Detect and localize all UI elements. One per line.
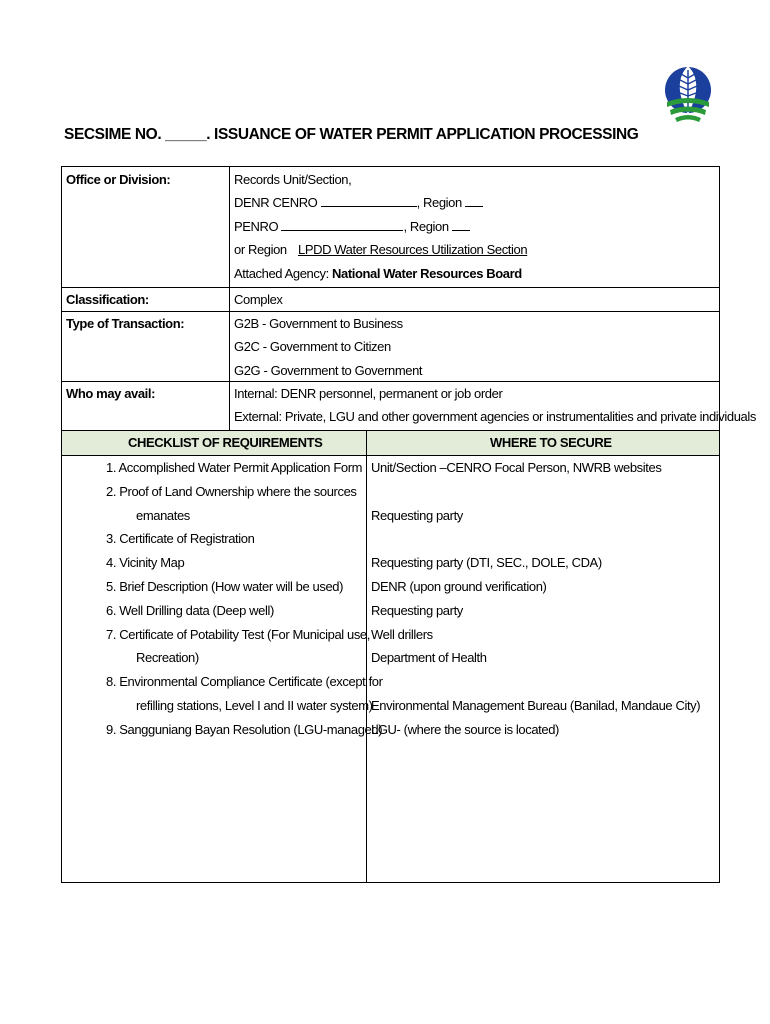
- requirement-item: 6. Well Drilling data (Deep well): [106, 602, 274, 618]
- requirements-list: [62, 456, 383, 742]
- checklist-header-divider: [366, 431, 367, 455]
- transaction-g2c: G2C - Government to Citizen: [234, 339, 391, 355]
- transaction-label: Type of Transaction:: [66, 316, 185, 331]
- requirement-item: 7. Certificate of Potability Test (For Municipal use,: [106, 626, 370, 642]
- office-penro-line: PENRO , Region: [234, 215, 533, 238]
- where-to-secure-heading: WHERE TO SECURE: [490, 435, 612, 450]
- office-line1: Records Unit/Section,: [234, 172, 352, 187]
- requirement-item-continuation: refilling stations, Level I and II water system): [136, 697, 373, 713]
- requirement-item: 3. Certificate of Registration: [106, 531, 255, 547]
- requirement-item-continuation: Recreation): [136, 650, 199, 666]
- classification-label: Classification:: [66, 292, 149, 307]
- requirement-item-continuation: emanates: [136, 507, 190, 523]
- source-item: [371, 670, 700, 694]
- requirement-item: 9. Sangguniang Bayan Resolution (LGU-managed): [106, 721, 383, 737]
- avail-internal: Internal: DENR personnel, permanent or job order: [234, 386, 503, 401]
- requirement-item: 2. Proof of Land Ownership where the sources: [106, 483, 357, 499]
- requirement-item: 8. Environmental Compliance Certificate (except for: [106, 674, 383, 690]
- row-divider-classification: [62, 287, 719, 288]
- requirement-item: 5. Brief Description (How water will be used): [106, 578, 344, 594]
- transaction-g2g: G2G - Government to Government: [234, 362, 423, 378]
- document-title: SECSIME NO. _____. ISSUANCE OF WATER PERMIT APPLICATION PROCESSING: [64, 126, 639, 143]
- office-region-line: or Region LPDD Water Resources Utilization Section: [234, 238, 533, 261]
- cenro-blank[interactable]: [321, 194, 417, 207]
- penro-blank[interactable]: [281, 218, 403, 231]
- checklist-header: [62, 431, 719, 455]
- sources-list: [371, 456, 700, 742]
- process-form-table: [61, 166, 756, 883]
- avail-label: Who may avail:: [66, 386, 156, 401]
- checklist-requirements-heading: CHECKLIST OF REQUIREMENTS: [128, 435, 323, 450]
- transaction-g2b: G2B - Government to Business: [234, 316, 403, 331]
- office-label: Office or Division:: [66, 172, 171, 187]
- region-value: LPDD Water Resources Utilization Section: [297, 242, 528, 258]
- source-item: Requesting party: [371, 602, 463, 618]
- source-item: [371, 480, 700, 504]
- source-item: Requesting party (DTI, SEC., DOLE, CDA): [371, 555, 602, 571]
- transaction-values: [234, 312, 422, 382]
- requirement-item: 4. Vicinity Map: [106, 555, 185, 571]
- agency-value: National Water Resources Board: [332, 265, 522, 281]
- denr-leaf-logo-icon: [664, 58, 712, 128]
- cenro-region-blank[interactable]: [465, 194, 483, 207]
- source-item: Requesting party: [371, 507, 463, 523]
- office-cenro-line: DENR CENRO , Region: [234, 191, 533, 214]
- penro-region-blank[interactable]: [452, 218, 470, 231]
- requirement-item: 1. Accomplished Water Permit Application Form: [106, 460, 363, 475]
- office-agency-line: Attached Agency: National Water Resources Board: [234, 265, 522, 281]
- label-column-divider: [229, 167, 230, 431]
- avail-external: External: Private, LGU and other government agencies or instrumentalities and private individuals: [234, 409, 756, 425]
- source-item: DENR (upon ground verification): [371, 578, 547, 594]
- source-item: Department of Health: [371, 650, 487, 666]
- checklist-column-divider: [366, 431, 367, 882]
- avail-values: [234, 382, 756, 429]
- classification-value: Complex: [234, 292, 283, 307]
- source-item: LGU- (where the source is located): [371, 721, 559, 737]
- source-item: [371, 527, 700, 551]
- office-value: [234, 168, 533, 285]
- source-item: Well drillers: [371, 626, 433, 642]
- source-item: Unit/Section –CENRO Focal Person, NWRB websites: [371, 460, 662, 475]
- source-item: Environmental Management Bureau (Banilad, Mandaue City): [371, 697, 701, 713]
